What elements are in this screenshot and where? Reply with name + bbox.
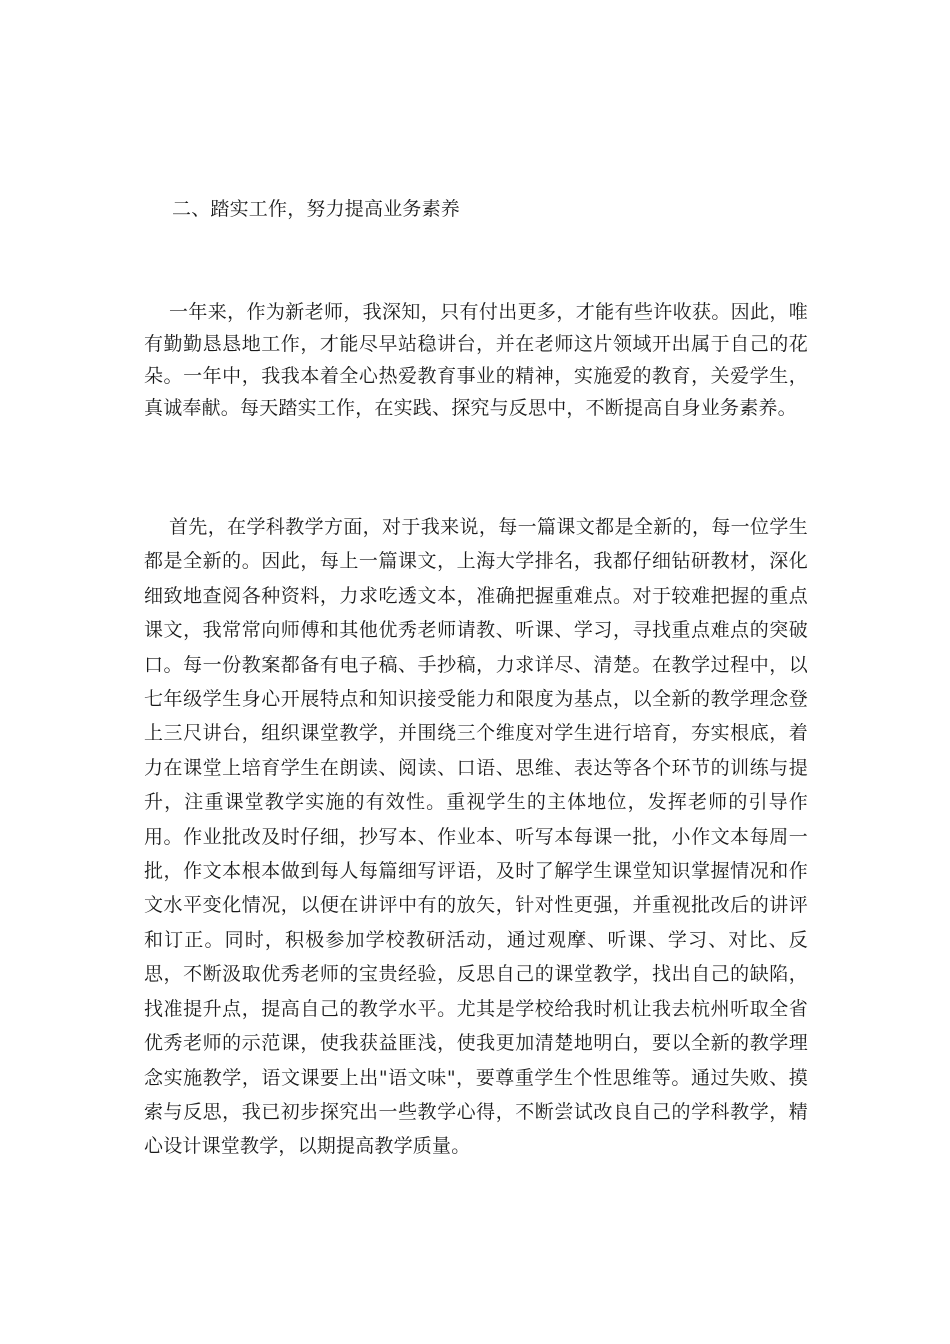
- paragraph-2: 首先，在学科教学方面，对于我来说，每一篇课文都是全新的，每一位学生都是全新的。因此，每上一篇课文，上海大学排名，我都仔细钻研教材，深化细致地查阅各种资料，力求吃透文本，准确把握重难点。对于较难把握的重点课文，我常常向师傅和其他优秀老师请教、听课、学习，寻找重点难点的突破口。每一份教案都备有电子稿、手抄稿，力求详尽、清楚。在教学过程中，以七年级学生身心开展特点和知识接受能力和限度为基点，以全新的教学理念登上三尺讲台，组织课堂教学，并围绕三个维度对学生进行培育，夯实根底，着力在课堂上培育学生在朗读、阅读、口语、思维、表达等各个环节的训练与提升，注重课堂教学实施的有效性。重视学生的主体地位，发挥老师的引导作用。作业批改及时仔细，抄写本、作业本、听写本每课一批，小作文本每周一批，作文本根本做到每人每篇细写评语，及时了解学生课堂知识掌握情况和作文水平变化情况，以便在讲评中有的放矢，针对性更强，并重视批改后的讲评和订正。同时，积极参加学校教研活动，通过观摩、听课、学习、对比、反思，不断汲取优秀老师的宝贵经验，反思自己的课堂教学，找出自己的缺陷，找准提升点，提高自己的教学水平。尤其是学校给我时机让我去杭州听取全省优秀老师的示范课，使我获益匪浅，使我更加清楚地明白，要以全新的教学理念实施教学，语文课要上出"语文味"，要尊重学生个性思维等。通过失败、摸索与反思，我已初步探究出一些教学心得，不断尝试改良自己的学科教学，精心设计课堂教学，以期提高教学质量。: [144, 516, 808, 1158]
- section-heading: [144, 196, 808, 222]
- paragraph-1: 一年来，作为新老师，我深知，只有付出更多，才能有些许收获。因此，唯有勤勤恳恳地工作，才能尽早站稳讲台，并在老师这片领域开出属于自己的花朵。一年中，我我本着全心热爱教育事业的精神，实施爱的教育，关爱学生，真诚奉献。每天踏实工作，在实践、探究与反思中，不断提高自身业务素养。: [144, 301, 808, 419]
- section-heading-text: 二、踏实工作，努力提高业务素养: [172, 198, 461, 220]
